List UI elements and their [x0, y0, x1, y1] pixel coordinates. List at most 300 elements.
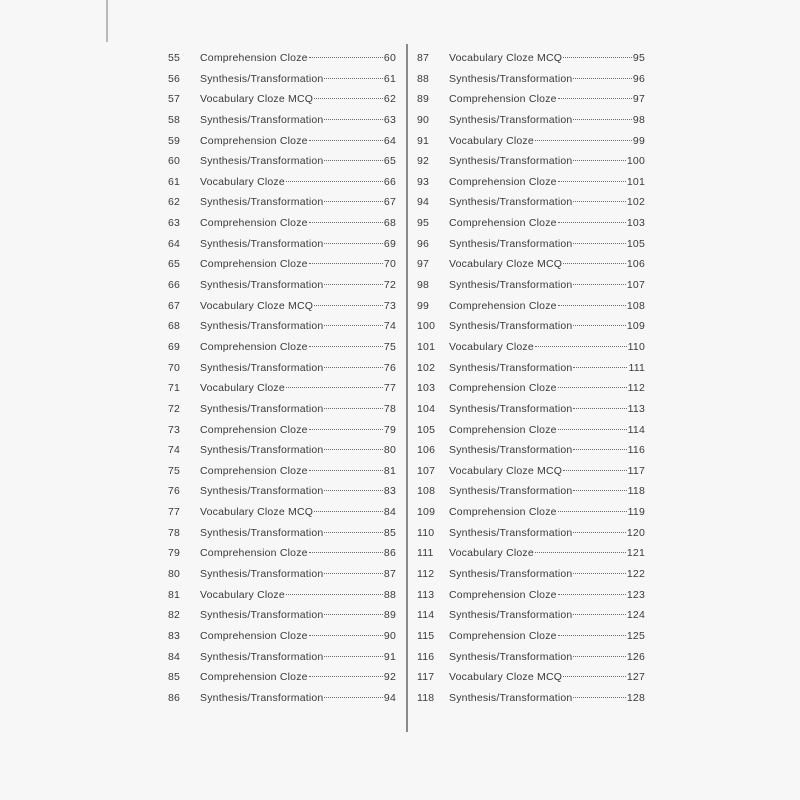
toc-entry-page: 91: [383, 650, 396, 663]
toc-entry-number: 64: [168, 237, 181, 250]
toc-entry: [168, 279, 396, 300]
toc-entry-page: 98: [632, 113, 645, 126]
toc-entry-page: 106: [626, 258, 645, 271]
toc-entry-number: 60: [168, 155, 181, 168]
toc-entry: [417, 341, 645, 362]
toc-entry: [417, 630, 645, 651]
toc-entry-number: 108: [417, 485, 436, 498]
toc-entry-page: 66: [383, 175, 396, 188]
dot-leader: [309, 263, 383, 264]
toc-entry-page: 110: [627, 340, 645, 353]
toc-entry: [168, 73, 396, 94]
toc-entry: [168, 444, 396, 465]
toc-entry-title: Synthesis/Transformation: [200, 485, 324, 498]
toc-entry-title: Vocabulary Cloze MCQ: [449, 464, 563, 477]
toc-entry: [417, 320, 645, 341]
dot-leader: [314, 98, 383, 99]
toc-entry: [168, 609, 396, 630]
toc-entry-page: 122: [626, 568, 645, 581]
toc-entry-number: 75: [168, 464, 181, 477]
toc-entry-number: 110: [417, 526, 435, 539]
toc-entry-number: 99: [417, 299, 430, 312]
dot-leader: [309, 470, 383, 471]
toc-entry-number: 72: [168, 402, 181, 415]
toc-entry: [168, 258, 396, 279]
toc-entry-page: 89: [383, 609, 396, 622]
dot-leader: [286, 387, 383, 388]
toc-entry-title: Comprehension Cloze: [200, 52, 308, 64]
toc-entry-number: 94: [417, 196, 430, 209]
toc-entry: [417, 135, 645, 156]
toc-entry-number: 109: [417, 506, 436, 519]
toc-entry-title: Synthesis/Transformation: [449, 444, 573, 457]
toc-entry-title: Synthesis/Transformation: [200, 402, 324, 415]
toc-entry-number: 62: [168, 196, 181, 209]
toc-entry: [417, 362, 645, 383]
dot-leader: [573, 449, 626, 450]
toc-entry: [168, 651, 396, 672]
toc-entry: [168, 114, 396, 135]
toc-entry-page: 128: [626, 691, 645, 704]
column-divider: [406, 44, 408, 732]
toc-entry-page: 63: [383, 113, 396, 126]
toc-entry-title: Comprehension Cloze: [200, 134, 308, 147]
dot-leader: [324, 408, 382, 409]
dot-leader: [286, 594, 383, 595]
toc-entry-number: 92: [417, 155, 430, 168]
toc-entry: [417, 217, 645, 238]
dot-leader: [573, 367, 627, 368]
dot-leader: [324, 201, 382, 202]
toc-entry-title: Synthesis/Transformation: [449, 568, 573, 581]
toc-entry: [168, 196, 396, 217]
toc-entry: [168, 155, 396, 176]
toc-entry-number: 87: [417, 52, 430, 64]
page-edge-line: [106, 0, 108, 42]
toc-entry-title: Synthesis/Transformation: [449, 320, 573, 333]
toc-entry-page: 60: [383, 52, 396, 64]
toc-entry: [417, 485, 645, 506]
toc-entry-number: 116: [417, 650, 435, 663]
toc-entry-page: 117: [627, 464, 645, 477]
toc-entry: [168, 630, 396, 651]
toc-entry: [168, 341, 396, 362]
toc-entry-number: 56: [168, 72, 181, 85]
toc-entry-page: 112: [627, 382, 645, 395]
toc-entry-number: 105: [417, 423, 436, 436]
toc-entry-title: Comprehension Cloze: [449, 629, 557, 642]
toc-entry-number: 66: [168, 279, 181, 292]
toc-entry-page: 119: [627, 506, 645, 519]
toc-entry: [417, 73, 645, 94]
toc-entry-number: 100: [417, 320, 436, 333]
toc-entry-number: 73: [168, 423, 181, 436]
toc-entry: [168, 589, 396, 610]
toc-entry-title: Comprehension Cloze: [449, 217, 557, 230]
dot-leader: [573, 697, 625, 698]
dot-leader: [573, 201, 625, 202]
toc-entry-number: 112: [417, 568, 435, 581]
dot-leader: [558, 594, 626, 595]
toc-entry-title: Vocabulary Cloze: [449, 340, 534, 353]
toc-entry: [168, 217, 396, 238]
toc-entry-page: 105: [626, 237, 645, 250]
toc-entry-page: 125: [626, 629, 645, 642]
dot-leader: [324, 78, 382, 79]
dot-leader: [573, 408, 626, 409]
dot-leader: [324, 614, 382, 615]
toc-entry: [417, 424, 645, 445]
toc-entry-title: Comprehension Cloze: [200, 671, 308, 684]
toc-entry-title: Vocabulary Cloze MCQ: [200, 93, 314, 106]
toc-entry-page: 121: [626, 547, 645, 560]
dot-leader: [324, 449, 382, 450]
dot-leader: [309, 429, 383, 430]
dot-leader: [309, 222, 383, 223]
toc-entry-number: 102: [417, 361, 436, 374]
toc-entry-title: Synthesis/Transformation: [449, 72, 573, 85]
toc-entry: [417, 589, 645, 610]
toc-entry-title: Vocabulary Cloze: [200, 175, 285, 188]
toc-entry: [168, 238, 396, 259]
toc-entry: [168, 506, 396, 527]
toc-entry-number: 114: [417, 609, 435, 622]
toc-entry-page: 101: [626, 175, 645, 188]
toc-entry-title: Synthesis/Transformation: [200, 526, 324, 539]
toc-entry-page: 79: [383, 423, 396, 436]
toc-entry-title: Synthesis/Transformation: [449, 650, 573, 663]
toc-entry-page: 107: [626, 279, 645, 292]
dot-leader: [573, 325, 625, 326]
toc-entry-page: 118: [627, 485, 645, 498]
toc-entry-title: Comprehension Cloze: [200, 629, 308, 642]
toc-entry-page: 124: [626, 609, 645, 622]
toc-entry: [417, 93, 645, 114]
toc-entry-title: Vocabulary Cloze: [449, 134, 534, 147]
toc-entry-number: 83: [168, 629, 181, 642]
toc-entry: [417, 196, 645, 217]
toc-entry: [168, 527, 396, 548]
toc-entry-number: 70: [168, 361, 181, 374]
dot-leader: [324, 490, 382, 491]
dot-leader: [558, 511, 627, 512]
toc-entry-number: 68: [168, 320, 181, 333]
toc-entry-page: 80: [383, 444, 396, 457]
toc-entry-number: 98: [417, 279, 430, 292]
dot-leader: [558, 181, 626, 182]
toc-entry-page: 69: [383, 237, 396, 250]
dot-leader: [309, 676, 383, 677]
toc-entry-title: Synthesis/Transformation: [200, 609, 324, 622]
toc-entry: [417, 52, 645, 73]
toc-entry-title: Synthesis/Transformation: [449, 279, 573, 292]
toc-entry-page: 92: [383, 671, 396, 684]
dot-leader: [324, 325, 382, 326]
toc-entry-page: 100: [626, 155, 645, 168]
toc-entry-title: Comprehension Cloze: [449, 175, 557, 188]
toc-entry: [168, 424, 396, 445]
toc-entry: [168, 485, 396, 506]
toc-entry-title: Synthesis/Transformation: [449, 113, 573, 126]
toc-entry-title: Synthesis/Transformation: [200, 237, 324, 250]
toc-entry-page: 97: [632, 93, 645, 106]
dot-leader: [558, 387, 627, 388]
toc-entry-page: 87: [383, 568, 396, 581]
dot-leader: [324, 284, 382, 285]
dot-leader: [309, 346, 383, 347]
toc-entry-page: 113: [627, 402, 645, 415]
toc-entry-page: 77: [383, 382, 396, 395]
dot-leader: [309, 552, 383, 553]
toc-entry: [417, 609, 645, 630]
toc-entry: [417, 465, 645, 486]
toc-entry-page: 111: [628, 361, 645, 374]
toc-entry: [417, 279, 645, 300]
dot-leader: [573, 532, 625, 533]
toc-entry-page: 103: [626, 217, 645, 230]
toc-entry-number: 59: [168, 134, 181, 147]
dot-leader: [324, 532, 382, 533]
toc-entry-title: Synthesis/Transformation: [449, 402, 573, 415]
toc-entry-page: 94: [383, 691, 396, 704]
toc-entry-title: Comprehension Cloze: [200, 217, 308, 230]
dot-leader: [563, 676, 626, 677]
toc-entry-title: Vocabulary Cloze MCQ: [200, 506, 314, 519]
toc-entry-number: 78: [168, 526, 181, 539]
toc-entry-title: Comprehension Cloze: [200, 423, 308, 436]
toc-left-column: [168, 52, 396, 713]
toc-entry: [168, 176, 396, 197]
toc-entry-number: 58: [168, 113, 181, 126]
toc-entry-number: 81: [168, 588, 181, 601]
toc-entry: [168, 671, 396, 692]
dot-leader: [309, 140, 383, 141]
toc-entry-page: 120: [626, 526, 645, 539]
dot-leader: [573, 243, 625, 244]
toc-entry-number: 77: [168, 506, 181, 519]
toc-entry-number: 96: [417, 237, 430, 250]
toc-entry-number: 106: [417, 444, 436, 457]
dot-leader: [563, 470, 627, 471]
toc-entry: [417, 382, 645, 403]
toc-entry-title: Synthesis/Transformation: [200, 72, 324, 85]
toc-entry-page: 74: [383, 320, 396, 333]
dot-leader: [558, 429, 627, 430]
toc-entry-page: 88: [383, 588, 396, 601]
toc-entry-page: 114: [627, 423, 645, 436]
toc-entry-title: Synthesis/Transformation: [449, 526, 573, 539]
toc-entry-number: 95: [417, 217, 430, 230]
toc-entry-title: Vocabulary Cloze: [200, 588, 285, 601]
toc-entry-page: 85: [383, 526, 396, 539]
toc-entry-number: 117: [417, 671, 435, 684]
dot-leader: [573, 614, 625, 615]
toc-entry: [168, 568, 396, 589]
toc-entry-title: Synthesis/Transformation: [200, 155, 324, 168]
dot-leader: [324, 367, 382, 368]
toc-entry-page: 86: [383, 547, 396, 560]
toc-entry-page: 123: [626, 588, 645, 601]
toc-entry: [168, 692, 396, 713]
toc-entry-number: 101: [417, 340, 436, 353]
toc-entry-page: 70: [383, 258, 396, 271]
toc-entry-title: Synthesis/Transformation: [200, 650, 324, 663]
dot-leader: [558, 222, 626, 223]
toc-entry-title: Synthesis/Transformation: [449, 609, 573, 622]
toc-entry-title: Synthesis/Transformation: [449, 155, 573, 168]
toc-entry-title: Vocabulary Cloze MCQ: [449, 258, 563, 271]
toc-entry-title: Synthesis/Transformation: [200, 196, 324, 209]
toc-entry-number: 103: [417, 382, 436, 395]
toc-entry-number: 93: [417, 175, 430, 188]
dot-leader: [573, 284, 625, 285]
toc-entry-title: Synthesis/Transformation: [200, 113, 324, 126]
toc-entry-number: 113: [417, 588, 435, 601]
toc-entry: [417, 258, 645, 279]
toc-entry: [168, 465, 396, 486]
toc-entry-page: 61: [383, 72, 396, 85]
toc-entry: [168, 135, 396, 156]
dot-leader: [324, 573, 382, 574]
dot-leader: [573, 490, 626, 491]
toc-entry-title: Comprehension Cloze: [449, 299, 557, 312]
toc-entry-page: 95: [632, 52, 645, 64]
toc-entry-page: 65: [383, 155, 396, 168]
dot-leader: [563, 263, 626, 264]
toc-entry-page: 72: [383, 279, 396, 292]
toc-entry-page: 78: [383, 402, 396, 415]
dot-leader: [558, 305, 626, 306]
toc-entry-title: Synthesis/Transformation: [200, 279, 324, 292]
toc-entry-title: Comprehension Cloze: [449, 93, 557, 106]
toc-entry: [417, 155, 645, 176]
toc-entry-number: 91: [417, 134, 430, 147]
dot-leader: [573, 160, 625, 161]
toc-entry: [417, 444, 645, 465]
toc-entry: [417, 547, 645, 568]
toc-entry: [417, 692, 645, 713]
toc-entry-title: Comprehension Cloze: [200, 340, 308, 353]
toc-entry-title: Synthesis/Transformation: [449, 485, 573, 498]
toc-entry-page: 127: [626, 671, 645, 684]
toc-entry-title: Synthesis/Transformation: [449, 237, 573, 250]
dot-leader: [324, 656, 382, 657]
toc-entry-title: Comprehension Cloze: [449, 423, 557, 436]
toc-entry: [168, 362, 396, 383]
toc-entry-page: 108: [626, 299, 645, 312]
toc-entry-title: Vocabulary Cloze MCQ: [449, 52, 563, 64]
dot-leader: [535, 140, 632, 141]
toc-entry-number: 69: [168, 340, 181, 353]
toc-entry-page: 76: [383, 361, 396, 374]
toc-entry-page: 84: [383, 506, 396, 519]
toc-entry-title: Synthesis/Transformation: [200, 568, 324, 581]
toc-entry-number: 86: [168, 691, 181, 704]
toc-entry-number: 115: [417, 629, 435, 642]
toc-entry-number: 55: [168, 52, 181, 64]
dot-leader: [535, 346, 627, 347]
toc-entry-number: 84: [168, 650, 181, 663]
toc-entry-number: 71: [168, 382, 181, 395]
toc-entry-title: Vocabulary Cloze MCQ: [449, 671, 563, 684]
toc-entry-number: 90: [417, 113, 430, 126]
toc-entry: [417, 568, 645, 589]
toc-entry: [417, 238, 645, 259]
toc-entry-title: Vocabulary Cloze: [449, 547, 534, 560]
toc-entry-title: Comprehension Cloze: [449, 382, 557, 395]
dot-leader: [558, 635, 626, 636]
toc-entry-title: Synthesis/Transformation: [200, 444, 324, 457]
toc-entry-number: 57: [168, 93, 181, 106]
toc-entry: [417, 506, 645, 527]
toc-entry: [168, 382, 396, 403]
toc-entry-title: Synthesis/Transformation: [449, 691, 573, 704]
dot-leader: [573, 573, 625, 574]
toc-entry: [168, 300, 396, 321]
toc-entry: [168, 52, 396, 73]
toc-right-column: [417, 52, 645, 713]
toc-entry-number: 89: [417, 93, 430, 106]
toc-entry-title: Comprehension Cloze: [449, 588, 557, 601]
toc-entry-number: 61: [168, 175, 181, 188]
toc-entry-page: 99: [632, 134, 645, 147]
toc-entry-page: 62: [383, 93, 396, 106]
toc-entry: [168, 403, 396, 424]
dot-leader: [573, 656, 625, 657]
dot-leader: [309, 635, 383, 636]
dot-leader: [558, 98, 632, 99]
toc-entry-title: Vocabulary Cloze MCQ: [200, 299, 314, 312]
toc-entry-page: 83: [383, 485, 396, 498]
toc-entry-page: 126: [626, 650, 645, 663]
dot-leader: [535, 552, 626, 553]
dot-leader: [563, 57, 632, 58]
toc-entry: [168, 547, 396, 568]
toc-entry-title: Comprehension Cloze: [200, 258, 308, 271]
toc-entry-number: 67: [168, 299, 181, 312]
toc-entry-title: Synthesis/Transformation: [200, 361, 324, 374]
dot-leader: [324, 119, 382, 120]
toc-entry-number: 79: [168, 547, 181, 560]
dot-leader: [314, 305, 383, 306]
toc-entry-page: 90: [383, 629, 396, 642]
toc-entry-number: 97: [417, 258, 430, 271]
toc-entry-page: 96: [632, 72, 645, 85]
toc-entry-number: 74: [168, 444, 181, 457]
toc-entry: [417, 403, 645, 424]
toc-entry-number: 76: [168, 485, 181, 498]
toc-entry-number: 118: [417, 691, 435, 704]
dot-leader: [286, 181, 383, 182]
toc-entry-title: Comprehension Cloze: [200, 547, 308, 560]
toc-entry-page: 73: [383, 299, 396, 312]
toc-entry-page: 81: [383, 464, 396, 477]
toc-entry: [168, 93, 396, 114]
toc-entry: [417, 114, 645, 135]
toc-entry: [168, 320, 396, 341]
toc-entry-title: Synthesis/Transformation: [200, 320, 324, 333]
toc-entry: [417, 671, 645, 692]
toc-entry: [417, 527, 645, 548]
toc-entry-page: 67: [383, 196, 396, 209]
toc-entry-number: 65: [168, 258, 181, 271]
dot-leader: [573, 78, 631, 79]
toc-entry-title: Synthesis/Transformation: [200, 691, 324, 704]
toc-entry-page: 116: [627, 444, 645, 457]
toc-entry-number: 111: [417, 547, 434, 560]
toc-entry-page: 75: [383, 340, 396, 353]
toc-entry-page: 102: [626, 196, 645, 209]
